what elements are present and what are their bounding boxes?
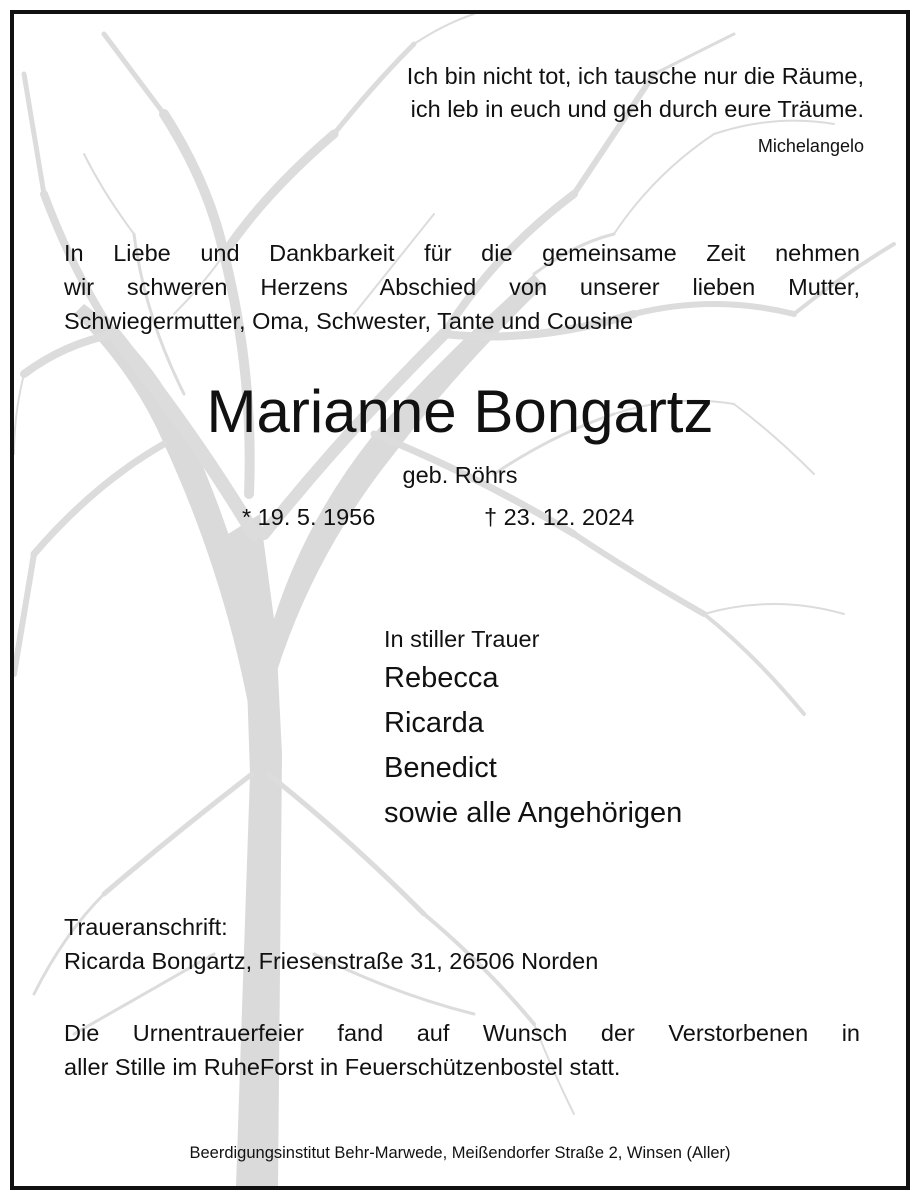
- birth-date: * 19. 5. 1956: [242, 504, 376, 530]
- ceremony-note: [64, 1016, 860, 1084]
- funeral-home-footer: Beerdigungsinstitut Behr-Marwede, Meißendorfer Straße 2, Winsen (Aller): [189, 1144, 731, 1162]
- intro-line: Schwiegermutter, Oma, Schwester, Tante und Cousine: [64, 308, 634, 334]
- address-line: Ricarda Bongartz, Friesenstraße 31, 26506 Norden: [64, 948, 599, 974]
- intro-text: [64, 236, 860, 338]
- mourner-name: Benedict: [384, 752, 497, 784]
- mourners-block: [384, 622, 682, 836]
- mourner-name: sowie alle Angehörigen: [384, 797, 683, 829]
- mourning-address: [64, 910, 598, 978]
- quote-line: Ich bin nicht tot, ich tausche nur die Räume,: [406, 63, 864, 89]
- ceremony-line: Die Urnentrauerfeier fand auf Wunsch der Verstorbenen in: [64, 1020, 860, 1046]
- obituary-frame: [10, 10, 910, 1190]
- ceremony-line: aller Stille im RuheForst in Feuerschützenbostel statt.: [64, 1054, 621, 1080]
- intro-line: In Liebe und Dankbarkeit für die gemeinsame Zeit nehmen: [64, 240, 860, 266]
- mourners-list: [384, 656, 682, 836]
- mourners-label: In stiller Trauer: [384, 626, 540, 652]
- quote-block: [407, 60, 864, 157]
- quote-author: Michelangelo: [757, 136, 864, 156]
- deceased-name: Marianne Bongartz: [206, 378, 714, 445]
- born-name: geb. Röhrs: [402, 462, 518, 488]
- mourner-name: Ricarda: [384, 707, 484, 739]
- mourner-name: Rebecca: [384, 662, 499, 694]
- address-label: Traueranschrift:: [64, 914, 228, 940]
- intro-line: wir schweren Herzens Abschied von unserer lieben Mutter,: [64, 274, 860, 300]
- death-date: † 23. 12. 2024: [484, 504, 635, 530]
- obituary-content: [14, 14, 906, 1186]
- quote-line: ich leb in euch und geh durch eure Träume.: [410, 96, 864, 122]
